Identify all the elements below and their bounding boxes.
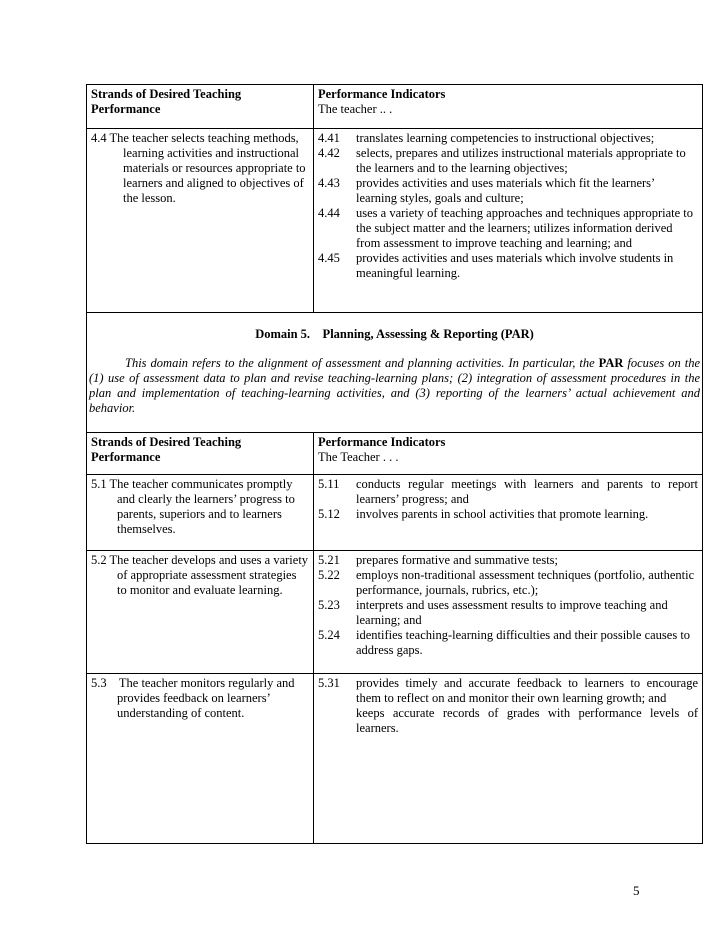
indicator-text: interprets and uses assessment results to improve teaching and learning; and — [356, 598, 668, 627]
indicator-continuation: keeps accurate records of grades with performance levels of learners. — [356, 706, 698, 735]
header-strands-label-2: Performance — [91, 450, 161, 464]
indicator-text: provides activities and uses materials which involve students in meaningful learning. — [356, 251, 674, 280]
table-header-row — [87, 85, 703, 129]
domain-description — [87, 356, 702, 416]
indicator-text: provides timely and accurate feedback to learners to encourage them to reflect on and monitor their own learning growth; and — [356, 676, 698, 705]
domain-desc-bold: PAR — [598, 356, 624, 370]
strand-cell — [87, 551, 314, 674]
header-strands-cell — [87, 433, 314, 475]
indicator-item — [318, 676, 698, 706]
header-strands-cell — [87, 85, 314, 129]
indicator-item — [318, 553, 698, 568]
indicator-text: selects, prepares and utilizes instructional materials appropriate to the learners and to the learning objectives; — [356, 146, 686, 175]
indicator-item — [318, 598, 698, 628]
strand-text: 5.1 The teacher communicates promptly and clearly the learners’ progress to parents, superiors and to learners themselves. — [91, 477, 295, 536]
indicator-text: conducts regular meetings with learners and parents to report learners’ progress; and — [356, 477, 698, 506]
strand-cell — [87, 475, 314, 551]
domain-cell — [87, 313, 703, 433]
indicator-item — [318, 251, 698, 281]
indicator-item — [318, 628, 698, 658]
competency-table — [86, 84, 703, 844]
indicators-cell — [314, 475, 703, 551]
indicator-item — [318, 176, 698, 206]
domain-row — [87, 313, 703, 433]
indicator-item — [318, 206, 698, 251]
indicator-item — [318, 507, 698, 522]
indicators-cell — [314, 674, 703, 844]
table-header-row — [87, 433, 703, 475]
indicator-item — [318, 477, 698, 507]
indicator-number: 4.44 — [318, 206, 340, 220]
header-teacher-label: The Teacher . . . — [318, 450, 399, 464]
table-row — [87, 674, 703, 844]
indicator-number: 4.41 — [318, 131, 340, 145]
strand-cell — [87, 129, 314, 313]
indicator-text: involves parents in school activities that promote learning. — [356, 507, 649, 521]
table-row — [87, 551, 703, 674]
page-number: 5 — [633, 883, 640, 898]
header-indicators-label: Performance Indicators — [318, 87, 446, 101]
strand-text: 4.4 The teacher selects teaching methods, learning activities and instructional materials or resources appropriate to learners and aligned to objectives of the lesson. — [91, 131, 306, 205]
indicator-text: prepares formative and summative tests; — [356, 553, 559, 567]
indicator-number: 5.12 — [318, 507, 340, 521]
header-indicators-cell — [314, 85, 703, 129]
strand-text: 5.2 The teacher develops and uses a variety of appropriate assessment strategies to monitor and evaluate learning. — [91, 553, 309, 597]
indicator-number: 5.22 — [318, 568, 340, 582]
indicators-cell — [314, 551, 703, 674]
indicator-text: translates learning competencies to instructional objectives; — [356, 131, 655, 145]
indicators-cell — [314, 129, 703, 313]
header-teacher-label: The teacher .. . — [318, 102, 393, 116]
header-strands-label: Strands of Desired Teaching — [91, 435, 242, 449]
indicator-text: uses a variety of teaching approaches and techniques appropriate to the subject matter and the learners; utilizes information derived from assessment to improve teaching and learning; and — [356, 206, 694, 250]
indicator-text: employs non-traditional assessment techniques (portfolio, authentic performance, journals, rubrics, etc.); — [356, 568, 695, 597]
indicator-number: 4.45 — [318, 251, 340, 265]
header-strands-label: Strands of Desired Teaching — [91, 87, 242, 101]
indicator-number: 4.43 — [318, 176, 340, 190]
header-indicators-cell — [314, 433, 703, 475]
table-row — [87, 475, 703, 551]
header-indicators-label: Performance Indicators — [318, 435, 446, 449]
indicator-item — [318, 131, 698, 146]
domain-desc-part2: focuses on the (1) use of assessment data to plan and revise teaching-learning plans; (2) integration of assessment procedures in the plan and implementation of teaching-learning activities, and (3) reporting of the learners’ actual achievement and behavior. — [89, 356, 700, 415]
strand-text: 5.3 The teacher monitors regularly and provides feedback on learners’ understanding of content. — [91, 676, 298, 720]
indicator-item — [318, 146, 698, 176]
indicator-number: 5.31 — [318, 676, 340, 690]
domain-desc-part1: This domain refers to the alignment of assessment and planning activities. In particular, the — [125, 356, 599, 370]
strand-cell — [87, 674, 314, 844]
table-row — [87, 129, 703, 313]
indicator-item — [318, 568, 698, 598]
indicator-number: 5.21 — [318, 553, 340, 567]
indicator-number: 5.24 — [318, 628, 340, 642]
indicator-number: 5.23 — [318, 598, 340, 612]
indicator-text: identifies teaching-learning difficulties and their possible causes to address gaps. — [356, 628, 691, 657]
indicator-number: 5.11 — [318, 477, 340, 491]
header-strands-label-2: Performance — [91, 102, 161, 116]
indicator-text: provides activities and uses materials which fit the learners’ learning styles, goals and culture; — [356, 176, 655, 205]
domain-title: Domain 5. Planning, Assessing & Reporting (PAR) — [255, 327, 534, 341]
indicator-number: 4.42 — [318, 146, 340, 160]
